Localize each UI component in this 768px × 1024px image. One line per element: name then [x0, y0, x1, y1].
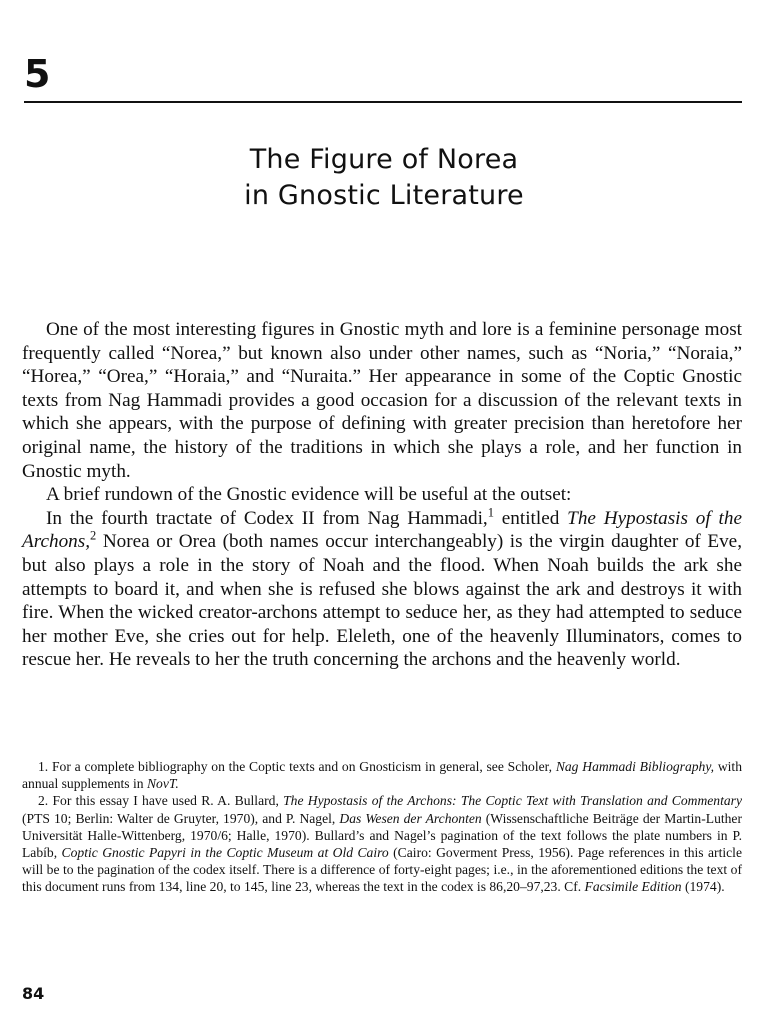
page-number: 84 — [22, 984, 45, 1003]
footnote-ref-2: 2 — [90, 528, 97, 543]
footnote-2-text-e: (1974). — [681, 879, 725, 895]
paragraph-3-text-b: entitled — [493, 507, 568, 529]
paragraph-3-text-a: In the fourth tractate of Codex II from Nag Hammadi, — [46, 507, 488, 529]
footnote-ref-1: 1 — [487, 505, 494, 520]
paragraph-3-text-c: Norea or Orea (both names occur interchangeably) is the virgin daughter of Eve, but also plays a role in the story of Noah and the flood. When Noah builds the ark she attempts to board it, and when she is refused she blows against the ark and destroys it with fire. When the wicked creator-archons attempt to seduce her, as they had attempted to seduce her mother Eve, she cries out for help. Eleleth, one of the heavenly Illuminators, comes to rescue her. He reveals to her the truth concerning the archons and the heavenly world. — [22, 531, 742, 671]
body-text — [22, 318, 742, 672]
footnote-1 — [22, 758, 742, 792]
footnote-2-text-d: (Cairo: Goverment Press, 1956). Page references in this article will be to the pagination of the codex itself. There is a difference of forty-eight pages; i.e., in the aforementioned editions the text of this document runs from 134, line 20, to 145, line 23, whereas the text in the codex is 86,20–97,23. Cf. — [22, 845, 742, 895]
footnote-1-text-a: 1. For a complete bibliography on the Coptic texts and on Gnosticism in general, see Scholer, — [38, 759, 556, 774]
footnote-2 — [22, 792, 742, 895]
title-line-2: in Gnostic Literature — [244, 180, 524, 211]
work-title-hypostasis: The Hypostasis of the Archons, — [22, 507, 742, 553]
chapter-number: 5 — [24, 52, 51, 96]
paragraph-3 — [22, 507, 742, 672]
paragraph-1: One of the most interesting figures in Gnostic myth and lore is a feminine personage most frequently called “Norea,” but known also under other names, such as “Noria,” “Noraia,” “Horea,” “Orea,” “Horaia,” and “Nuraita.” Her appearance in some of the Coptic Gnostic texts from Nag Hammadi provides a good occasion for a discussion of the relevant texts in which she appears, with the purpose of defining with greater precision than heretofore her original name, the history of the traditions in which she plays a role, and her function in Gnostic myth. — [22, 319, 742, 482]
footnote-1-text-b: with annual supplements in — [22, 759, 742, 792]
footnote-1-italic-2: NovT. — [146, 776, 179, 792]
footnote-2-italic-2: Das Wesen der Archonten — [339, 810, 482, 826]
title-line-1: The Figure of Norea — [249, 144, 519, 175]
footnote-2-text-a: 2. For this essay I have used R. A. Bullard, — [38, 793, 284, 809]
header-rule — [24, 101, 742, 103]
footnote-2-text-b: (PTS 10; Berlin: Walter de Gruyter, 1970), and P. Nagel, — [22, 810, 340, 826]
footnote-2-text-c: (Wissenschaftliche Beiträge der Martin-Luther Universität Halle-Wittenberg, 1970/6; Halle, 1970). Bullard’s and Nagel’s pagination of the text follows the plate numbers in P. Labíb, — [22, 810, 742, 861]
paragraph-2: A brief rundown of the Gnostic evidence will be useful at the outset: — [46, 484, 572, 506]
chapter-title — [0, 142, 768, 214]
footnotes — [22, 758, 742, 896]
footnote-2-italic-4: Facsimile Edition — [584, 879, 682, 895]
footnote-1-italic-1: Nag Hammadi Bibliography, — [555, 759, 715, 774]
footnote-2-italic-1: The Hypostasis of the Archons: The Coptic Text with Translation and Commentary — [283, 793, 742, 809]
footnote-2-italic-3: Coptic Gnostic Papyri in the Coptic Museum at Old Cairo — [61, 845, 389, 861]
